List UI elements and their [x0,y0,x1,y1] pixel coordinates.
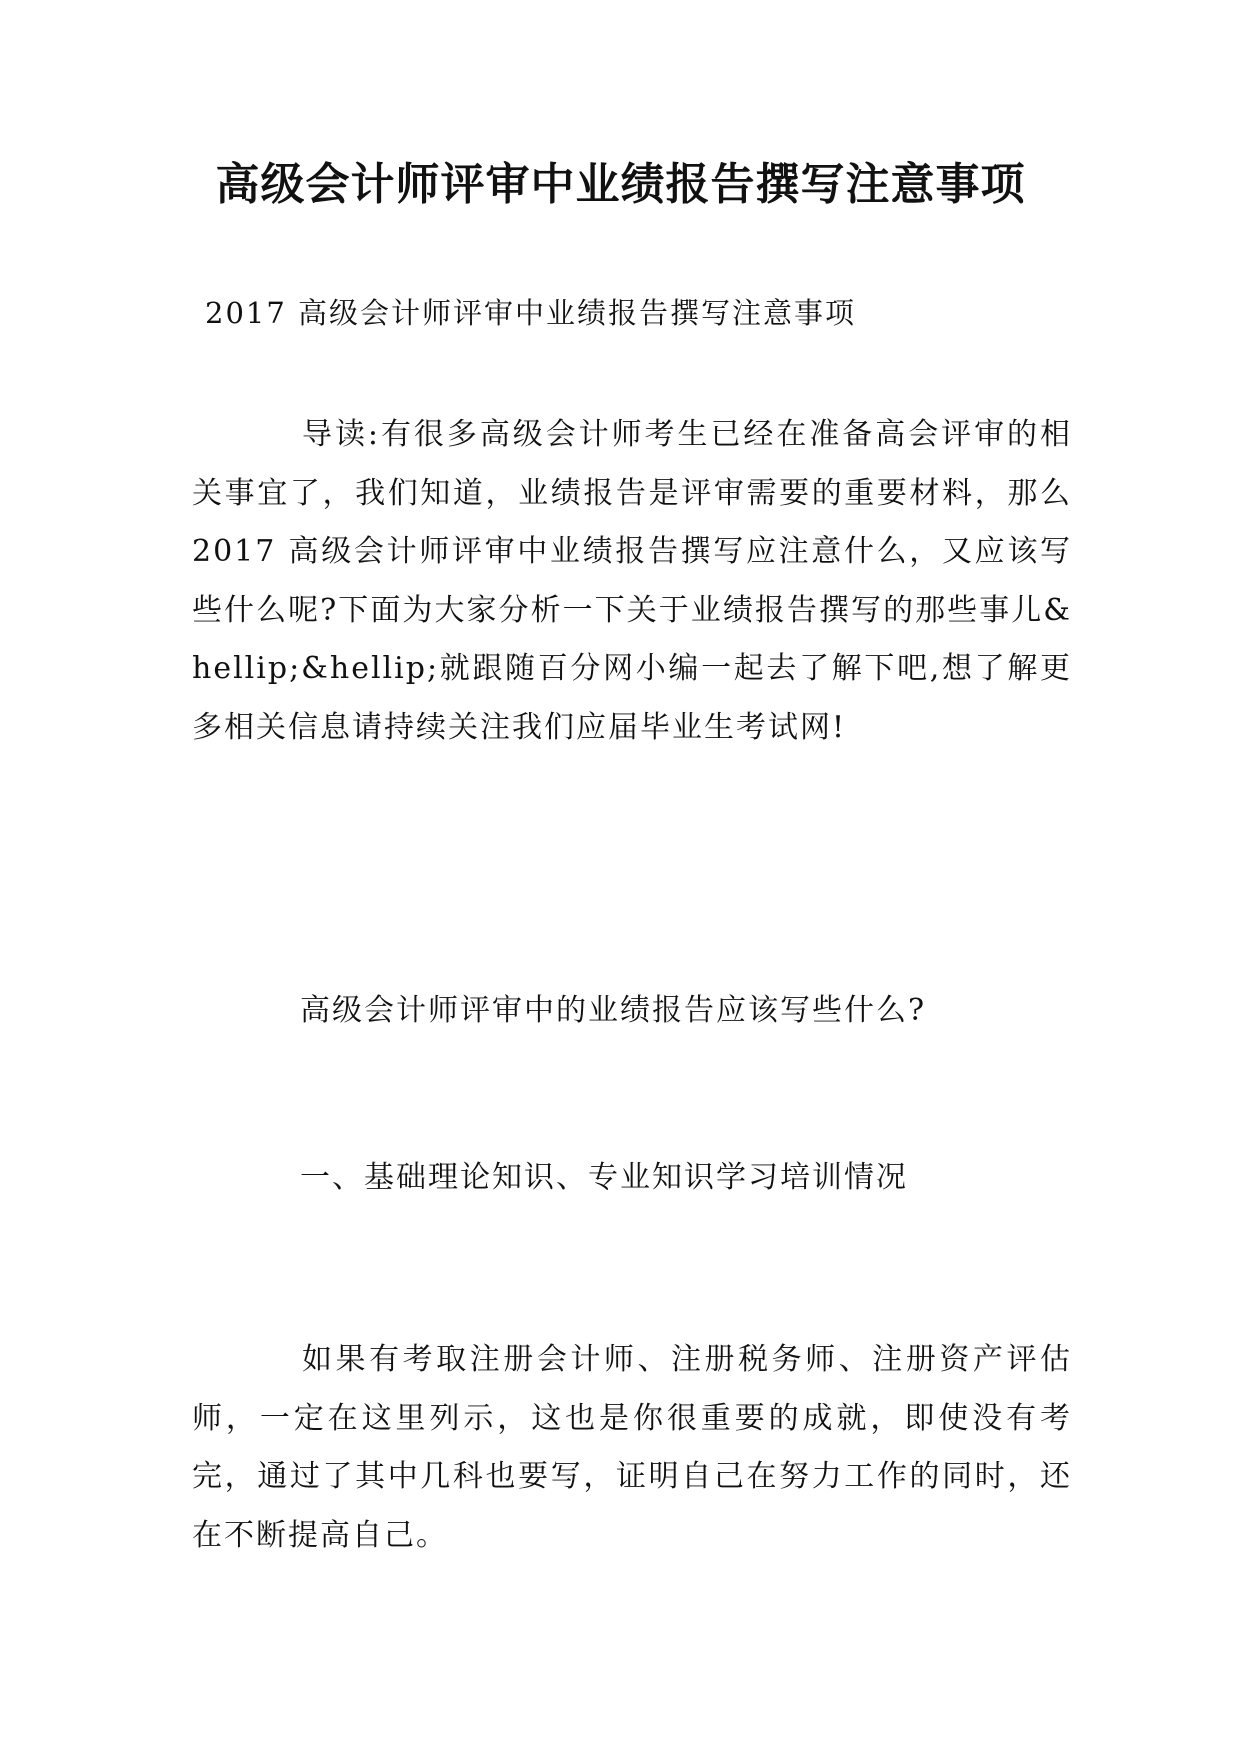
question-heading: 高级会计师评审中的业绩报告应该写些什么? [300,993,927,1028]
section-1-heading: 一、基础理论知识、专业知识学习培训情况 [300,1160,908,1195]
section-1-paragraph: 如果有考取注册会计师、注册税务师、注册资产评估师，一定在这里列示，这也是你很重要的成就，即使没有考完，通过了其中几科也要写，证明自己在努力工作的同时，还在不断提高自己。 [192,1342,1072,1553]
document-title: 高级会计师评审中业绩报告撰写注意事项 [215,159,1026,210]
intro-paragraph: 导读:有很多高级会计师考生已经在准备高会评审的相关事宜了，我们知道，业绩报告是评审需要的重要材料，那么 2017 高级会计师评审中业绩报告撰写应注意什么，又应该写些什么呢?下面为大家分析一下关于业绩报告撰写的那些事儿&hellip;&hellip;就跟随百分网小编一起去了解下吧,想了解更多相关信息请持续关注我们应届毕业生考试网! [192,417,1072,745]
document-subtitle: 2017 高级会计师评审中业绩报告撰写注意事项 [205,296,857,330]
